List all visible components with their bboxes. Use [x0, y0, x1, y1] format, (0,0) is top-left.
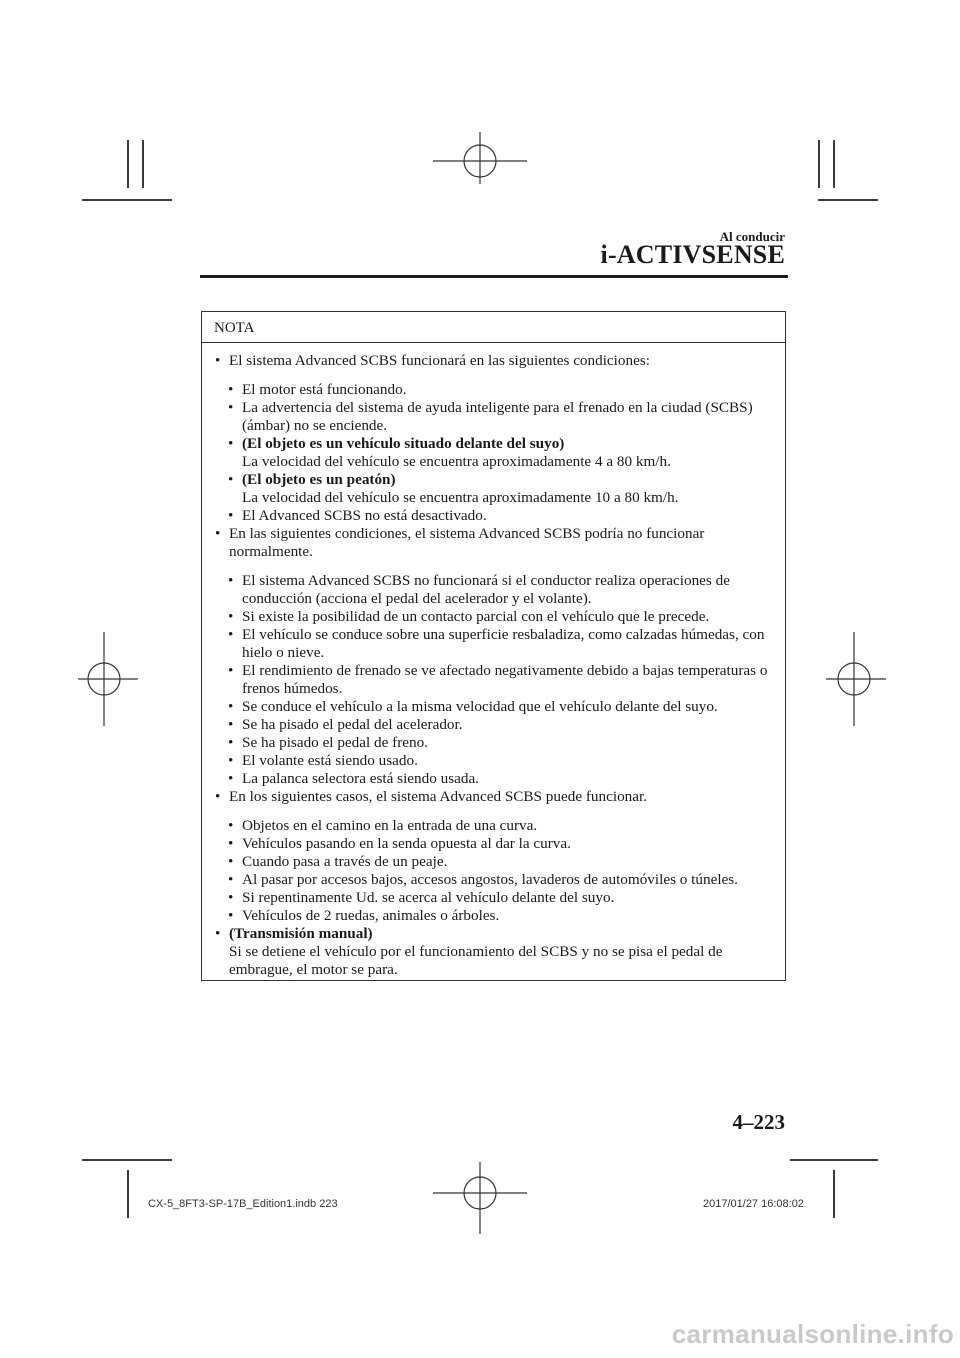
bullet-icon: •: [228, 853, 234, 870]
watermark: carmanualsonline.info: [671, 1319, 954, 1349]
note-item-heading: (Transmisión manual): [229, 925, 373, 942]
registration-mark-left: [78, 632, 138, 726]
note-subitem-text: El sistema Advanced SCBS no funcionará si el conductor realiza operaciones de conducción (acciona el pedal del acelerador y el volante).: [242, 572, 730, 607]
note-subitem: [213, 471, 778, 507]
note-subitem: [213, 835, 778, 853]
note-subitem: [213, 817, 778, 835]
note-subitem-text: Si repentinamente Ud. se acerca al vehículo delante del suyo.: [242, 889, 615, 906]
note-body: [213, 352, 778, 979]
note-subitem: [213, 716, 778, 734]
note-subitem-text: El Advanced SCBS no está desactivado.: [242, 507, 487, 524]
bullet-icon: •: [228, 507, 234, 524]
note-subitem-text: El motor está funcionando.: [242, 381, 407, 398]
note-subitem: [213, 507, 778, 525]
bullet-icon: •: [228, 835, 234, 852]
bullet-icon: •: [215, 925, 221, 942]
note-item: [213, 525, 778, 561]
bullet-icon: •: [228, 381, 234, 398]
note-subitem-text: Cuando pasa a través de un peaje.: [242, 853, 448, 870]
bullet-icon: •: [228, 698, 234, 715]
note-subitem-text: La velocidad del vehículo se encuentra aproximadamente 4 a 80 km/h.: [242, 453, 671, 470]
note-subitem-text: La advertencia del sistema de ayuda inteligente para el frenado en la ciudad (SCBS) (ámbar) no se enciende.: [242, 399, 753, 434]
crop-mark: [818, 199, 878, 201]
note-subitem: [213, 626, 778, 662]
note-subitem-text: Objetos en el camino en la entrada de una curva.: [242, 817, 538, 834]
bullet-icon: •: [228, 716, 234, 733]
crop-mark: [127, 140, 129, 188]
note-subitem: [213, 399, 778, 435]
crop-mark: [833, 1170, 835, 1218]
note-subitem-text: La palanca selectora está siendo usada.: [242, 770, 479, 787]
bullet-icon: •: [228, 734, 234, 751]
crop-mark: [82, 1159, 172, 1161]
bullet-icon: •: [228, 907, 234, 924]
note-subitem-text: El vehículo se conduce sobre una superficie resbaladiza, como calzadas húmedas, con hielo o nieve.: [242, 626, 765, 661]
page-number: 4–223: [732, 1110, 785, 1134]
footer-file: CX-5_8FT3-SP-17B_Edition1.indb 223: [148, 1198, 338, 1210]
note-subitem-text: El rendimiento de frenado se ve afectado negativamente debido a bajas temperaturas o frenos húmedos.: [242, 662, 768, 697]
note-item-text: Si se detiene el vehículo por el funcionamiento del SCBS y no se pisa el pedal de embrague, el motor se para.: [229, 943, 723, 978]
crop-mark: [790, 1159, 878, 1161]
note-subitem: [213, 381, 778, 399]
note-subitem: [213, 734, 778, 752]
note-subitem-text: Se conduce el vehículo a la misma velocidad que el vehículo delante del suyo.: [242, 698, 718, 715]
note-subitem-text: Se ha pisado el pedal del acelerador.: [242, 716, 463, 733]
note-item: [213, 788, 778, 806]
note-subitem: [213, 572, 778, 608]
note-subitem-text: Al pasar por accesos bajos, accesos angostos, lavaderos de automóviles o túneles.: [242, 871, 738, 888]
bullet-icon: •: [228, 871, 234, 888]
note-subitem: [213, 770, 778, 788]
note-title-rule: [201, 342, 786, 343]
registration-mark-bottom: [433, 1162, 527, 1234]
note-subitem-text: El volante está siendo usado.: [242, 752, 418, 769]
crop-mark: [127, 1170, 129, 1218]
bullet-icon: •: [215, 352, 221, 369]
note-subitem-heading: (El objeto es un peatón): [242, 471, 396, 488]
note-subitem: [213, 907, 778, 925]
note-subitem: [213, 435, 778, 471]
crop-mark: [82, 199, 172, 201]
bullet-icon: •: [215, 788, 221, 805]
bullet-icon: •: [228, 471, 234, 488]
note-subitem: [213, 853, 778, 871]
note-item-text: El sistema Advanced SCBS funcionará en las siguientes condiciones:: [229, 352, 650, 369]
note-subitem: [213, 698, 778, 716]
chapter-title: i-ACTIVSENSE: [600, 240, 785, 269]
bullet-icon: •: [228, 608, 234, 625]
bullet-icon: •: [228, 817, 234, 834]
note-subitem: [213, 608, 778, 626]
note-subitem: [213, 871, 778, 889]
bullet-icon: •: [228, 770, 234, 787]
footer-timestamp: 2017/01/27 16:08:02: [703, 1198, 804, 1210]
note-item: [213, 925, 778, 979]
note-subitem: [213, 662, 778, 698]
section-title: Al conducir: [719, 229, 785, 244]
note-subitem-text: Si existe la posibilidad de un contacto parcial con el vehículo que le precede.: [242, 608, 710, 625]
crop-mark: [142, 140, 144, 188]
note-subitem-heading: (El objeto es un vehículo situado delante del suyo): [242, 435, 565, 452]
header-rule: [200, 275, 788, 278]
bullet-icon: •: [228, 889, 234, 906]
note-subitem-text: Vehículos de 2 ruedas, animales o árboles.: [242, 907, 500, 924]
note-item: [213, 352, 778, 370]
note-subitem-text: La velocidad del vehículo se encuentra aproximadamente 10 a 80 km/h.: [242, 489, 679, 506]
note-subitem: [213, 752, 778, 770]
registration-mark-top: [433, 132, 527, 194]
bullet-icon: •: [228, 626, 234, 643]
bullet-icon: •: [228, 435, 234, 452]
bullet-icon: •: [228, 662, 234, 679]
crop-mark: [833, 140, 835, 188]
registration-mark-right: [826, 632, 886, 726]
bullet-icon: •: [228, 399, 234, 416]
bullet-icon: •: [228, 752, 234, 769]
note-item-text: En las siguientes condiciones, el sistema Advanced SCBS podría no funcionar normalmente.: [229, 525, 705, 560]
crop-mark: [818, 140, 820, 188]
bullet-icon: •: [215, 525, 221, 542]
bullet-icon: •: [228, 572, 234, 589]
note-subitem: [213, 889, 778, 907]
note-subitem-text: Se ha pisado el pedal de freno.: [242, 734, 428, 751]
note-item-text: En los siguientes casos, el sistema Advanced SCBS puede funcionar.: [229, 788, 648, 805]
note-subitem-text: Vehículos pasando en la senda opuesta al dar la curva.: [242, 835, 571, 852]
note-title: NOTA: [214, 320, 255, 336]
